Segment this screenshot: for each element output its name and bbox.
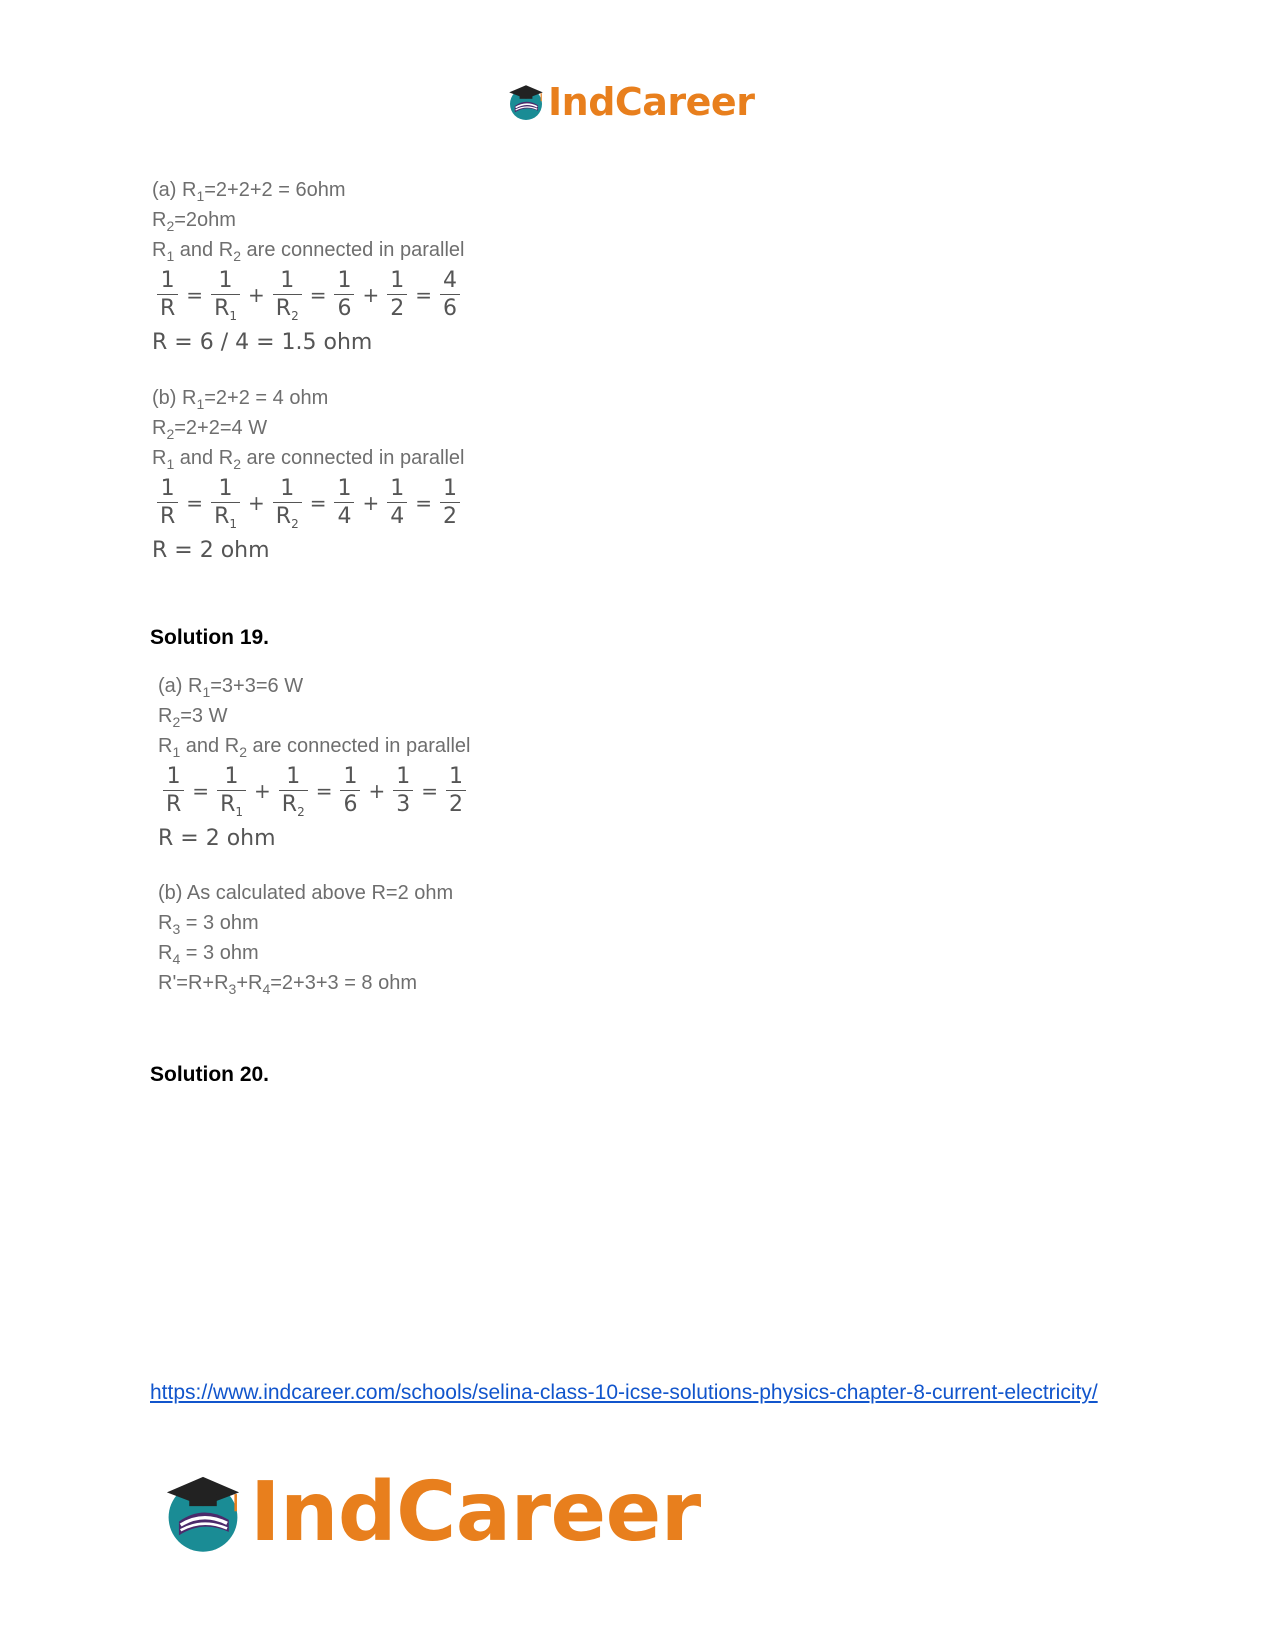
math-line: $R_1$ and $R_2$ are connected in parallel [152,239,465,264]
math-line: (a) $R_1=3+3=6$ W [158,675,304,700]
solution-19-part-a [158,671,471,857]
parallel-resistance-equation: $\frac{1}{R}$ = $\frac{1}{R_1}$ + $\frac{1}{R_2}$ = $\frac{1}{4}$ + $\frac{1}{4}$ = $\frac{1}{2}$ [152,473,465,533]
solution-b-part1 [152,383,465,569]
logo-wordmark: IndCareer [548,80,755,124]
math-line: $R_1$ and $R_2$ are connected in parallel [158,735,471,760]
graduation-cap-icon [506,82,546,122]
graduation-cap-icon [160,1470,246,1556]
math-line: $R_4 = 3$ ohm [158,942,259,967]
math-line: (a) $R_1=2+2+2 = 6ohm$ [152,179,346,204]
solution-19-part-b [158,878,453,998]
source-url-link[interactable]: https://www.indcareer.com/schools/selina-class-10-icse-solutions-physics-chapter-8-current-electricity/ [150,1381,1098,1404]
equation-result: R = 2 ohm [158,826,276,851]
math-line: (b) As calculated above R=2 ohm [158,882,454,904]
parallel-resistance-equation: $\frac{1}{R}$ = $\frac{1}{R_1}$ + $\frac{1}{R_2}$ = $\frac{1}{6}$ + $\frac{1}{2}$ = $\frac{4}{6}$ [152,265,465,325]
math-line: $R_2=2ohm$ [152,209,236,234]
equation-result: R = 6 / 4 = 1.5 ohm [152,330,373,355]
solution-19-heading: Solution 19. [150,626,270,649]
equation-result: R = 2 ohm [152,538,270,563]
indcareer-logo-footer [160,1465,701,1560]
solution-a-part1 [152,175,465,361]
parallel-resistance-equation: $\frac{1}{R}$ = $\frac{1}{R_1}$ + $\frac{1}{R_2}$ = $\frac{1}{6}$ + $\frac{1}{3}$ = $\frac{1}{2}$ [158,761,471,821]
math-line: $R'=R+R_3+R_4=2+3+3 = 8$ ohm [158,972,418,997]
math-line: $R_2=3$ W [158,705,228,730]
math-line: $R_1$ and $R_2$ are connected in parallel [152,447,465,472]
math-line: $R_3 = 3$ ohm [158,912,259,937]
solution-20-heading: Solution 20. [150,1063,270,1086]
logo-wordmark: IndCareer [250,1465,701,1560]
math-line: $R_2=2+2=4$ W [152,417,268,442]
math-line: (b) $R_1=2+2 = 4$ ohm [152,387,329,412]
indcareer-logo-header [506,80,754,124]
